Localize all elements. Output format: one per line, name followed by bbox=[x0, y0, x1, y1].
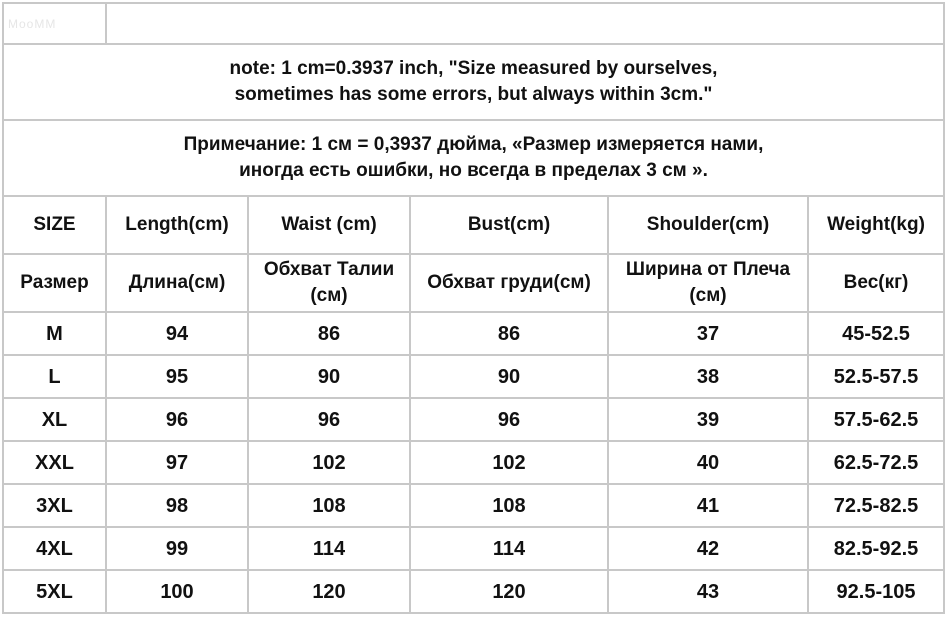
table-row bbox=[3, 355, 944, 398]
cell-waist: 108 bbox=[248, 484, 410, 527]
note-english bbox=[3, 44, 944, 120]
header-size: SIZE bbox=[3, 196, 106, 254]
cell-bust: 120 bbox=[410, 570, 608, 613]
table-row bbox=[3, 570, 944, 613]
cell-size: XL bbox=[3, 398, 106, 441]
cell-weight: 62.5-72.5 bbox=[808, 441, 944, 484]
note-english-line-2: sometimes has some errors, but always within 3cm." bbox=[234, 84, 713, 105]
cell-length: 95 bbox=[106, 355, 248, 398]
cell-length: 94 bbox=[106, 312, 248, 355]
header-ru-size: Размер bbox=[3, 254, 106, 312]
cell-shoulder: 40 bbox=[608, 441, 808, 484]
cell-shoulder: 42 bbox=[608, 527, 808, 570]
note-russian-line-2: иногда есть ошибки, но всегда в пределах 3 см ». bbox=[239, 160, 708, 181]
cell-bust: 96 bbox=[410, 398, 608, 441]
table-row bbox=[3, 398, 944, 441]
cell-waist: 114 bbox=[248, 527, 410, 570]
cell-weight: 82.5-92.5 bbox=[808, 527, 944, 570]
cell-bust: 90 bbox=[410, 355, 608, 398]
cell-length: 96 bbox=[106, 398, 248, 441]
cell-waist: 86 bbox=[248, 312, 410, 355]
watermark-cell: MooMM bbox=[3, 3, 106, 44]
cell-weight: 92.5-105 bbox=[808, 570, 944, 613]
header-shoulder: Shoulder(cm) bbox=[608, 196, 808, 254]
header-ru-waist: Обхват Талии (см) bbox=[248, 254, 410, 312]
top-row bbox=[3, 3, 944, 44]
table-row bbox=[3, 312, 944, 355]
cell-weight: 72.5-82.5 bbox=[808, 484, 944, 527]
cell-size: L bbox=[3, 355, 106, 398]
header-ru-weight: Вес(кг) bbox=[808, 254, 944, 312]
cell-bust: 86 bbox=[410, 312, 608, 355]
cell-shoulder: 38 bbox=[608, 355, 808, 398]
cell-length: 99 bbox=[106, 527, 248, 570]
table-row bbox=[3, 484, 944, 527]
header-ru-shoulder: Ширина от Плеча (см) bbox=[608, 254, 808, 312]
header-weight: Weight(kg) bbox=[808, 196, 944, 254]
header-english-row bbox=[3, 196, 944, 254]
size-table bbox=[2, 2, 945, 614]
note-english-line-1: note: 1 cm=0.3937 inch, "Size measured by ourselves, bbox=[229, 58, 718, 79]
header-length: Length(cm) bbox=[106, 196, 248, 254]
table-row bbox=[3, 527, 944, 570]
table-row bbox=[3, 441, 944, 484]
top-empty-cell bbox=[106, 3, 944, 44]
cell-shoulder: 37 bbox=[608, 312, 808, 355]
cell-bust: 114 bbox=[410, 527, 608, 570]
header-ru-bust: Обхват груди(см) bbox=[410, 254, 608, 312]
cell-size: 5XL bbox=[3, 570, 106, 613]
cell-waist: 120 bbox=[248, 570, 410, 613]
header-waist: Waist (cm) bbox=[248, 196, 410, 254]
header-bust: Bust(cm) bbox=[410, 196, 608, 254]
note-english-row bbox=[3, 44, 944, 120]
cell-waist: 96 bbox=[248, 398, 410, 441]
cell-size: 4XL bbox=[3, 527, 106, 570]
cell-size: 3XL bbox=[3, 484, 106, 527]
cell-length: 100 bbox=[106, 570, 248, 613]
cell-shoulder: 39 bbox=[608, 398, 808, 441]
cell-size: M bbox=[3, 312, 106, 355]
cell-length: 98 bbox=[106, 484, 248, 527]
cell-waist: 90 bbox=[248, 355, 410, 398]
note-russian-line-1: Примечание: 1 см = 0,3937 дюйма, «Размер измеряется нами, bbox=[183, 134, 764, 155]
cell-bust: 108 bbox=[410, 484, 608, 527]
cell-waist: 102 bbox=[248, 441, 410, 484]
cell-shoulder: 43 bbox=[608, 570, 808, 613]
cell-weight: 57.5-62.5 bbox=[808, 398, 944, 441]
header-russian-row bbox=[3, 254, 944, 312]
note-russian bbox=[3, 120, 944, 196]
note-russian-row bbox=[3, 120, 944, 196]
cell-bust: 102 bbox=[410, 441, 608, 484]
header-ru-length: Длина(см) bbox=[106, 254, 248, 312]
cell-shoulder: 41 bbox=[608, 484, 808, 527]
cell-length: 97 bbox=[106, 441, 248, 484]
cell-weight: 52.5-57.5 bbox=[808, 355, 944, 398]
cell-size: XXL bbox=[3, 441, 106, 484]
cell-weight: 45-52.5 bbox=[808, 312, 944, 355]
